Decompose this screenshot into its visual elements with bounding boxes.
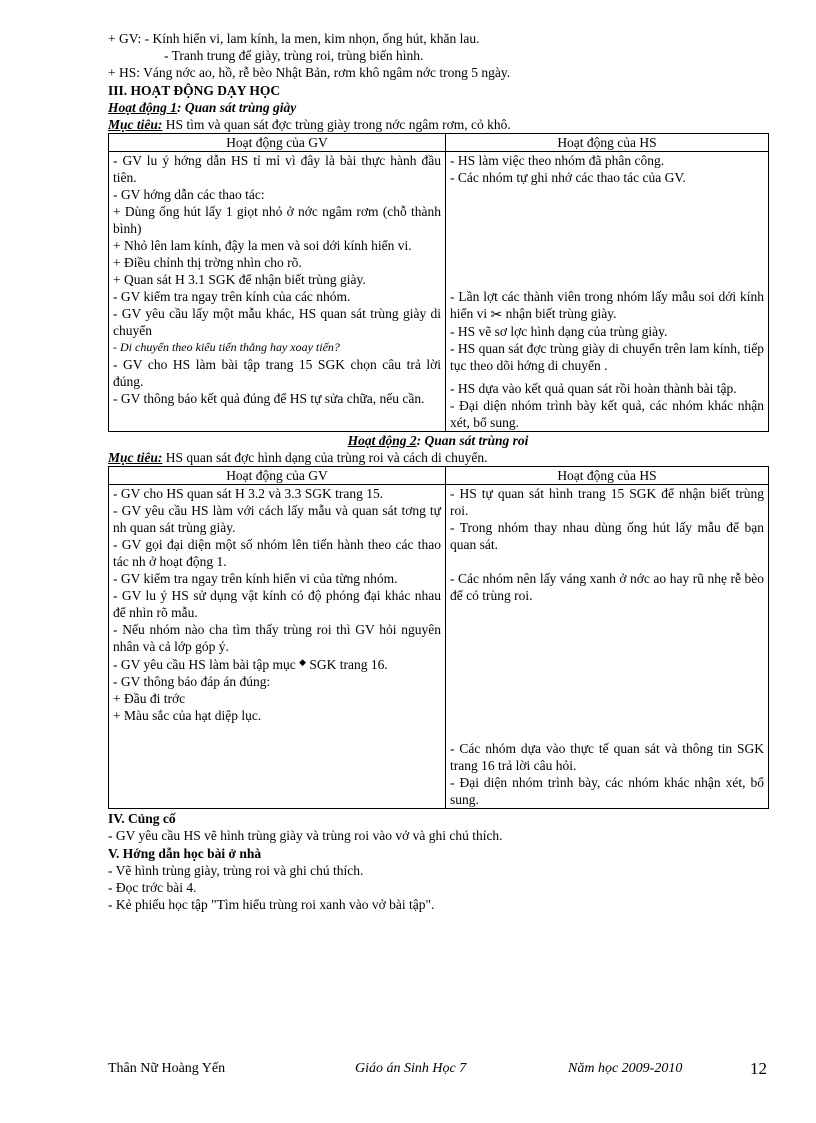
a1-hs-item: - HS dựa vào kết quả quan sát rồi hoàn thành bài tập.: [450, 381, 737, 396]
a2-gv-item: - GV cho HS quan sát H 3.2 và 3.3 SGK trang 15.: [113, 486, 384, 501]
activity1-title: [108, 99, 768, 116]
activity2-hs-cell: [446, 485, 769, 809]
a1-hs-item-b: nhận biết trùng giày.: [502, 306, 617, 321]
a1-gv-item: - GV hớng dẫn các thao tác:: [113, 187, 265, 202]
activity1-title-rest: : Quan sát trùng giày: [177, 100, 297, 115]
section4-line: - GV yêu cầu HS vẽ hình trùng giày và trùng roi vào vở và ghi chú thích.: [108, 828, 503, 843]
activity1-content-row: [109, 152, 769, 432]
a2-hs-item: - Các nhóm dựa vào thực tế quan sát và thông tin SGK trang 16 trả lời câu hỏi.: [450, 741, 764, 773]
a2-gv-item: + Đầu đi trớc: [113, 691, 186, 706]
a1-gv-item: + Điều chỉnh thị trờng nhìn cho rõ.: [113, 255, 302, 270]
section4-heading: IV. Củng cố: [108, 811, 176, 826]
a1-gv-item: - GV lu ý hớng dẫn HS tỉ mỉ vì đây là bài thực hành đầu tiên.: [113, 153, 441, 185]
page-footer: [108, 1060, 768, 1080]
activity1-header-row: [109, 134, 769, 152]
a1-hs-item-a: - Lần lợt các thành viên trong nhóm lấy mẫu soi dới kính hiển vi: [450, 289, 764, 321]
activity1-goal-text: HS tìm và quan sát đợc trùng giày trong nớc ngâm rơm, cỏ khô.: [162, 117, 511, 132]
materials-gv-line1: + GV: - Kính hiển vi, lam kính, la men, kim nhọn, ống hút, khăn lau.: [108, 31, 480, 46]
activity1-table: [108, 133, 769, 432]
activity2-header-row: [109, 467, 769, 485]
a2-gv-item: - GV yêu cầu HS làm với cách lấy mẫu và quan sát tơng tự nh quan sát trùng giày.: [113, 503, 441, 535]
a2-hs-spacer: [450, 604, 764, 740]
activity2-title-rest: : Quan sát trùng roi: [416, 433, 529, 448]
scissors-icon: ✂: [490, 308, 503, 323]
activity2-goal-text: HS quan sát đợc hình dạng của trùng roi và cách di chuyển.: [162, 450, 488, 465]
a1-gv-item: + Quan sát H 3.1 SGK để nhận biết trùng giày.: [113, 272, 366, 287]
activity1-gv-cell: [109, 152, 446, 432]
a1-gv-item: - GV cho HS làm bài tập trang 15 SGK chọn câu trả lời đúng.: [113, 357, 441, 389]
a1-hs-item: - HS làm việc theo nhóm đã phân công.: [450, 153, 665, 168]
activity1-title-underlined: Hoạt động 1: [108, 100, 178, 115]
section5-line: - Kẻ phiếu học tập "Tìm hiểu trùng roi xanh vào vở bài tập".: [108, 897, 435, 912]
activity2-col-gv: Hoạt động của GV: [109, 467, 446, 485]
a1-hs-item-with-icon: [450, 288, 764, 323]
materials-hs-line: + HS: Váng nớc ao, hồ, rễ bèo Nhật Bản, rơm khô ngâm nớc trong 5 ngày.: [108, 65, 511, 80]
section5-line: - Đọc trớc bài 4.: [108, 880, 197, 895]
document-page: [108, 30, 768, 913]
section5-line: - Vẽ hình trùng giày, trùng roi và ghi chú thích.: [108, 863, 364, 878]
activity2-col-hs: Hoạt động của HS: [446, 467, 769, 485]
a2-hs-spacer: [450, 553, 764, 570]
a2-gv-item: - Nếu nhóm nào cha tìm thấy trùng roi thì GV hỏi nguyên nhân và cả lớp góp ý.: [113, 622, 441, 654]
a2-gv-item: - GV gọi đại diện một số nhóm lên tiến hành theo các thao tác nh ở hoạt động 1.: [113, 537, 441, 569]
activity2-table: [108, 466, 769, 809]
a2-gv-item-with-icon: [113, 655, 441, 673]
activity2-goal-label: Mục tiêu:: [108, 450, 163, 465]
a2-hs-item: - HS tự quan sát hình trang 15 SGK để nhận biết trùng roi.: [450, 486, 764, 518]
activity1-col-gv: Hoạt động của GV: [109, 134, 446, 152]
footer-title: Giáo án Sinh Học 7: [355, 1061, 467, 1076]
a1-gv-item: - GV kiểm tra ngay trên kính của các nhóm.: [113, 289, 351, 304]
activity2-title: [108, 432, 768, 449]
a1-hs-item: - HS quan sát đợc trùng giày di chuyển trên lam kính, tiếp tục theo dõi hớng di chuyển .: [450, 341, 764, 373]
section5-heading: V. Hớng dẫn học bài ở nhà: [108, 846, 262, 861]
a2-gv-item: - GV kiểm tra ngay trên kính hiển vi của từng nhóm.: [113, 571, 398, 586]
a1-gv-item: - GV yêu cầu lấy một mẫu khác, HS quan sát trùng giày di chuyển: [113, 306, 441, 338]
a1-gv-question: - Di chuyển theo kiểu tiến thẳng hay xoay tiến?: [113, 340, 340, 354]
a2-gv-item: - GV thông báo đáp án đúng:: [113, 674, 271, 689]
a1-hs-item: - Đại diện nhóm trình bày kết quả, các nhóm khác nhận xét, bổ sung.: [450, 398, 764, 430]
a1-hs-spacer: [450, 186, 764, 288]
a2-gv-item: - GV lu ý HS sử dụng vật kính có độ phóng đại khác nhau để nhìn rõ mẫu.: [113, 588, 441, 620]
a2-gv-item-a: - GV yêu cầu HS làm bài tập mục: [113, 657, 296, 672]
diamond-bullet-icon: ◆: [299, 657, 307, 667]
activity1-goal: [108, 116, 768, 133]
a2-gv-item-b: SGK trang 16.: [306, 657, 388, 672]
activity2-gv-cell: [109, 485, 446, 809]
materials-gv-line2: - Tranh trung đế giày, trùng roi, trùng biến hình.: [164, 48, 424, 63]
a2-gv-item: + Màu sắc của hạt diệp lục.: [113, 708, 262, 723]
activity2-goal: [108, 449, 768, 466]
activity1-goal-label: Mục tiêu:: [108, 117, 163, 132]
a1-hs-item: - HS vẽ sơ lợc hình dạng của trùng giày.: [450, 324, 668, 339]
a1-gv-item: + Dùng ống hút lấy 1 giọt nhỏ ở nớc ngâm rơm (chỗ thành bình): [113, 204, 441, 236]
section3-heading: III. HOẠT ĐỘNG DẠY HỌC: [108, 83, 281, 98]
footer-author: Thân Nữ Hoàng Yến: [108, 1061, 226, 1076]
a2-hs-item: - Đại diện nhóm trình bày, các nhóm khác nhận xét, bổ sung.: [450, 775, 764, 807]
a1-gv-item: - GV thông báo kết quả đúng để HS tự sửa chữa, nếu cần.: [113, 391, 425, 406]
activity2-content-row: [109, 485, 769, 809]
a2-hs-item: - Các nhóm nên lấy váng xanh ở nớc ao hay rũ nhẹ rễ bèo để có trùng roi.: [450, 571, 764, 603]
a2-hs-item: - Trong nhóm thay nhau dùng ống hút lấy mẫu để bạn quan sát.: [450, 520, 764, 552]
page-number: 12: [750, 1059, 767, 1078]
activity1-col-hs: Hoạt động của HS: [446, 134, 769, 152]
a1-hs-item: - Các nhóm tự ghi nhớ các thao tác của GV.: [450, 170, 686, 185]
footer-year: Năm học 2009-2010: [568, 1061, 683, 1076]
a1-gv-item: + Nhỏ lên lam kính, đậy la men và soi dới kính hiển vi.: [113, 238, 412, 253]
activity1-hs-cell: [446, 152, 769, 432]
activity2-title-underlined: Hoạt động 2: [347, 433, 417, 448]
